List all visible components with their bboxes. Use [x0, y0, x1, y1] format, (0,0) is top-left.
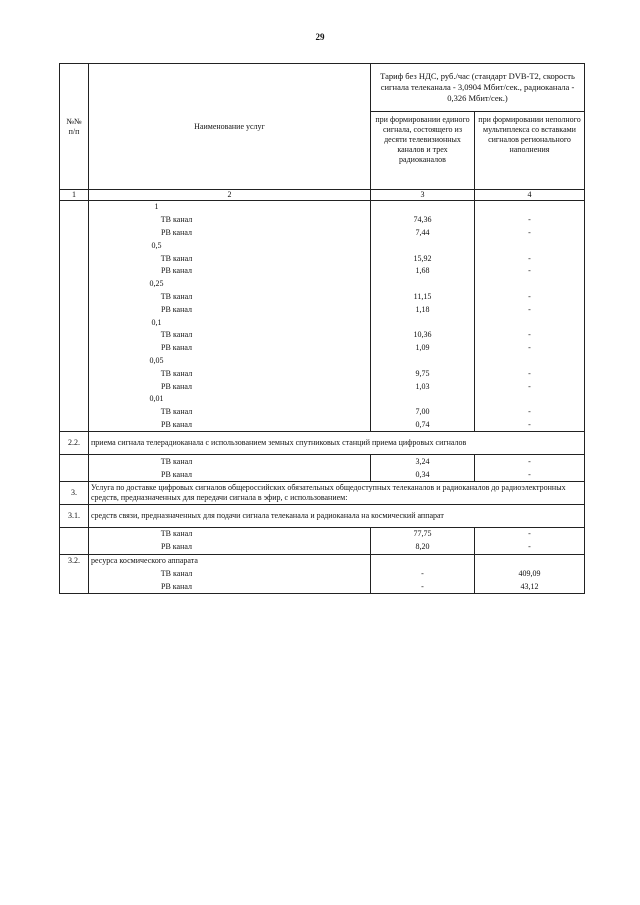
- tariff-partial-multiplex: -: [475, 468, 585, 481]
- header-tariff: Тариф без НДС, руб./час (стандарт DVB-T2, скорость сигнала телеканала - 3,0904 Мбит/сек., радиоканала - 0,326 Мбит/сек.): [371, 64, 585, 112]
- tariff-partial-multiplex: -: [475, 367, 585, 380]
- tariff-single-signal: [371, 316, 475, 329]
- row-number: [60, 303, 89, 316]
- table-row: [60, 554, 585, 567]
- section-title: средств связи, предназначенных для подачи сигнала телеканала и радиоканала на космический аппарат: [89, 504, 585, 527]
- tariff-partial-multiplex: -: [475, 455, 585, 468]
- tariff-single-signal: 15,92: [371, 252, 475, 265]
- table-row: [60, 527, 585, 540]
- row-number: [60, 252, 89, 265]
- tariff-single-signal: 1,18: [371, 303, 475, 316]
- channel-label: ТВ канал: [89, 329, 371, 342]
- row-number: [60, 201, 89, 214]
- parameter-label: 0,1: [89, 316, 371, 329]
- row-number: [60, 455, 89, 468]
- channel-label: РВ канал: [89, 227, 371, 240]
- row-number: [60, 329, 89, 342]
- tariff-single-signal: [371, 239, 475, 252]
- section-title: приема сигнала телерадиоканала с использованием земных спутниковых станций приема цифровых сигналов: [89, 432, 585, 455]
- tariff-partial-multiplex: 43,12: [475, 580, 585, 593]
- tariff-partial-multiplex: -: [475, 227, 585, 240]
- table-row: [60, 265, 585, 278]
- tariff-single-signal: 0,74: [371, 419, 475, 432]
- row-number: [60, 355, 89, 368]
- row-number: [60, 214, 89, 227]
- row-number: 2.2.: [60, 432, 89, 455]
- row-number: [60, 527, 89, 540]
- row-number: [60, 239, 89, 252]
- row-number: [60, 541, 89, 554]
- tariff-partial-multiplex: [475, 316, 585, 329]
- table-row: [60, 580, 585, 593]
- tariff-partial-multiplex: -: [475, 419, 585, 432]
- col-index-1: 1: [60, 190, 89, 201]
- tariff-partial-multiplex: [475, 355, 585, 368]
- tariff-single-signal: 8,20: [371, 541, 475, 554]
- table-row: [60, 316, 585, 329]
- table-row: [60, 214, 585, 227]
- tariff-partial-multiplex: -: [475, 380, 585, 393]
- tariff-single-signal: -: [371, 580, 475, 593]
- channel-label: РВ канал: [89, 580, 371, 593]
- row-number: [60, 580, 89, 593]
- channel-label: РВ канал: [89, 419, 371, 432]
- tariff-partial-multiplex: -: [475, 252, 585, 265]
- tariff-partial-multiplex: [475, 239, 585, 252]
- tariff-partial-multiplex: -: [475, 406, 585, 419]
- channel-label: ТВ канал: [89, 406, 371, 419]
- row-number: [60, 342, 89, 355]
- tariff-partial-multiplex: -: [475, 265, 585, 278]
- table-row: [60, 291, 585, 304]
- tariff-single-signal: [371, 355, 475, 368]
- table-row: [60, 355, 585, 368]
- row-number: [60, 380, 89, 393]
- channel-label: ТВ канал: [89, 214, 371, 227]
- tariff-single-signal: 10,36: [371, 329, 475, 342]
- tariff-single-signal: 3,24: [371, 455, 475, 468]
- tariff-partial-multiplex: -: [475, 214, 585, 227]
- tariff-single-signal: [371, 393, 475, 406]
- tariff-single-signal: 74,36: [371, 214, 475, 227]
- row-number: 3.1.: [60, 504, 89, 527]
- tariff-partial-multiplex: -: [475, 541, 585, 554]
- tariff-single-signal: 7,44: [371, 227, 475, 240]
- table-row: [60, 541, 585, 554]
- row-number: [60, 393, 89, 406]
- tariff-partial-multiplex: -: [475, 303, 585, 316]
- table-row: [60, 380, 585, 393]
- parameter-label: 0,25: [89, 278, 371, 291]
- tariff-single-signal: 7,00: [371, 406, 475, 419]
- header-name: Наименование услуг: [89, 64, 371, 190]
- table-row: [60, 342, 585, 355]
- tariff-single-signal: -: [371, 567, 475, 580]
- tariff-single-signal: 9,75: [371, 367, 475, 380]
- row-number: [60, 291, 89, 304]
- table-row: [60, 367, 585, 380]
- table-row: [60, 504, 585, 527]
- table-row: [60, 252, 585, 265]
- row-number: [60, 227, 89, 240]
- channel-label: РВ канал: [89, 342, 371, 355]
- channel-label: ТВ канал: [89, 527, 371, 540]
- table-row: [60, 329, 585, 342]
- subsection-title: ресурса космического аппарата: [89, 554, 371, 567]
- tariff-single-signal: [371, 554, 475, 567]
- header-col4: при формировании неполного мультиплекса со вставками сигналов регионального наполнения: [475, 112, 585, 190]
- row-number: 3.: [60, 481, 89, 504]
- channel-label: РВ канал: [89, 541, 371, 554]
- channel-label: ТВ канал: [89, 567, 371, 580]
- row-number: [60, 367, 89, 380]
- channel-label: РВ канал: [89, 303, 371, 316]
- row-number: [60, 265, 89, 278]
- table-row: [60, 278, 585, 291]
- tariff-single-signal: 77,75: [371, 527, 475, 540]
- tariff-partial-multiplex: [475, 554, 585, 567]
- table-row: [60, 567, 585, 580]
- tariff-partial-multiplex: [475, 278, 585, 291]
- table-row: [60, 303, 585, 316]
- tariff-partial-multiplex: [475, 201, 585, 214]
- tariff-partial-multiplex: [475, 393, 585, 406]
- channel-label: ТВ канал: [89, 252, 371, 265]
- channel-label: ТВ канал: [89, 291, 371, 304]
- tariff-single-signal: 1,68: [371, 265, 475, 278]
- parameter-label: 0,5: [89, 239, 371, 252]
- channel-label: РВ канал: [89, 380, 371, 393]
- section-title: Услуга по доставке цифровых сигналов общероссийских обязательных общедоступных телеканалов и радиоканалов до радиоэлектронных средств, предназначенных для передачи сигнала в эфир, с использованием:: [89, 481, 585, 504]
- row-number: [60, 419, 89, 432]
- tariff-single-signal: 1,03: [371, 380, 475, 393]
- header-num: №№ п/п: [60, 64, 89, 190]
- channel-label: ТВ канал: [89, 367, 371, 380]
- table-row: [60, 481, 585, 504]
- parameter-label: 0,01: [89, 393, 371, 406]
- tariff-partial-multiplex: -: [475, 329, 585, 342]
- tariff-partial-multiplex: -: [475, 527, 585, 540]
- tariff-partial-multiplex: -: [475, 342, 585, 355]
- table-row: [60, 393, 585, 406]
- tariff-table: [59, 63, 585, 594]
- col-index-2: 2: [89, 190, 371, 201]
- tariff-single-signal: 0,34: [371, 468, 475, 481]
- tariff-partial-multiplex: -: [475, 291, 585, 304]
- header-col3: при формировании единого сигнала, состоящего из десяти телевизионных каналов и трех радиоканалов: [371, 112, 475, 190]
- tariff-single-signal: 11,15: [371, 291, 475, 304]
- table-row: [60, 201, 585, 214]
- table-row: [60, 432, 585, 455]
- table-row: [60, 406, 585, 419]
- channel-label: ТВ канал: [89, 455, 371, 468]
- table-row: [60, 239, 585, 252]
- tariff-partial-multiplex: 409,09: [475, 567, 585, 580]
- tariff-single-signal: 1,09: [371, 342, 475, 355]
- table-row: [60, 227, 585, 240]
- row-number: 3.2.: [60, 554, 89, 567]
- row-number: [60, 567, 89, 580]
- row-number: [60, 468, 89, 481]
- channel-label: РВ канал: [89, 468, 371, 481]
- tariff-single-signal: [371, 201, 475, 214]
- parameter-label: 0,05: [89, 355, 371, 368]
- tariff-single-signal: [371, 278, 475, 291]
- page-number: 29: [315, 32, 325, 42]
- table-row: [60, 468, 585, 481]
- parameter-label: 1: [89, 201, 371, 214]
- channel-label: РВ канал: [89, 265, 371, 278]
- row-number: [60, 316, 89, 329]
- row-number: [60, 278, 89, 291]
- col-index-4: 4: [475, 190, 585, 201]
- row-number: [60, 406, 89, 419]
- col-index-3: 3: [371, 190, 475, 201]
- table-row: [60, 419, 585, 432]
- table-row: [60, 455, 585, 468]
